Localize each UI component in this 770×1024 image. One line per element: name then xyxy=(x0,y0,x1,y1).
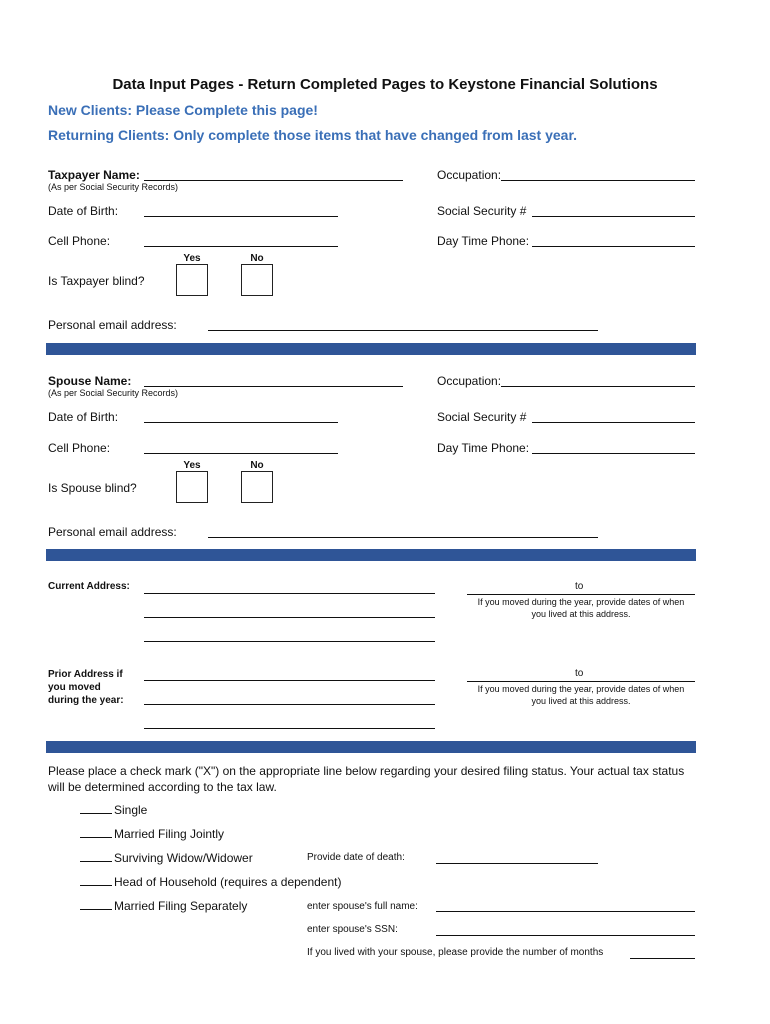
taxpayer-yes-label: Yes xyxy=(183,253,201,264)
spouse-full-name-field[interactable] xyxy=(436,911,695,912)
spouse-name-label: Spouse Name: xyxy=(48,374,132,388)
taxpayer-ssn-field[interactable] xyxy=(532,216,695,217)
filing-option-hoh[interactable] xyxy=(80,875,341,889)
taxpayer-ssn-label: Social Security # xyxy=(437,204,527,218)
spouse-name-field[interactable] xyxy=(144,386,403,387)
check-line[interactable] xyxy=(80,803,112,814)
taxpayer-dob-field[interactable] xyxy=(144,216,338,217)
moved-note-line: If you moved during the year, provide dates of when xyxy=(477,597,685,607)
spouse-dob-field[interactable] xyxy=(144,422,338,423)
moved-note-line: If you moved during the year, provide dates of when xyxy=(477,684,685,694)
prior-moved-note xyxy=(465,683,697,707)
taxpayer-daytime-field[interactable] xyxy=(532,246,695,247)
current-dates-field[interactable] xyxy=(467,594,695,595)
spouse-email-label: Personal email address: xyxy=(48,525,177,539)
spouse-cell-label: Cell Phone: xyxy=(48,441,111,455)
prior-address-label-line: during the year: xyxy=(48,695,124,706)
prior-dates-field[interactable] xyxy=(467,681,695,682)
taxpayer-no-label: No xyxy=(250,253,264,264)
spouse-blind-label: Is Spouse blind? xyxy=(48,481,137,495)
spouse-full-name-label: enter spouse's full name: xyxy=(307,901,418,912)
section-divider xyxy=(46,741,696,753)
current-address-line-3[interactable] xyxy=(144,641,435,642)
filing-option-label: Head of Household (requires a dependent) xyxy=(114,875,342,889)
taxpayer-blind-no-checkbox[interactable] xyxy=(241,264,273,296)
filing-option-label: Married Filing Jointly xyxy=(114,827,225,841)
spouse-daytime-label: Day Time Phone: xyxy=(437,441,530,455)
moved-note-line: you lived at this address. xyxy=(531,609,631,619)
page-title: Data Input Pages - Return Completed Pages to Keystone Financial Solutions xyxy=(112,76,658,93)
spouse-ssn-entry-field[interactable] xyxy=(436,935,695,936)
taxpayer-cell-field[interactable] xyxy=(144,246,338,247)
current-address-line-2[interactable] xyxy=(144,617,435,618)
spouse-yes-label: Yes xyxy=(183,460,201,471)
spouse-blind-yes-checkbox[interactable] xyxy=(176,471,208,503)
spouse-occupation-label: Occupation: xyxy=(437,374,502,388)
months-together-label: If you lived with your spouse, please provide the number of months xyxy=(307,947,604,958)
taxpayer-occupation-label: Occupation: xyxy=(437,168,502,182)
spouse-name-note: (As per Social Security Records) xyxy=(48,388,179,398)
filing-option-single[interactable] xyxy=(80,803,147,817)
section-divider xyxy=(46,549,696,561)
taxpayer-dob-label: Date of Birth: xyxy=(48,204,119,218)
prior-address-label-line: Prior Address if xyxy=(48,669,123,680)
prior-address-label-line: you moved xyxy=(48,682,101,693)
taxpayer-blind-yes-checkbox[interactable] xyxy=(176,264,208,296)
filing-option-label: Surviving Widow/Widower xyxy=(114,851,253,865)
current-address-label: Current Address: xyxy=(48,581,130,592)
spouse-email-field[interactable] xyxy=(208,537,598,538)
filing-instructions-line: Please place a check mark ("X") on the appropriate line below regarding your desired filing status. Your actual tax status xyxy=(48,764,685,778)
spouse-daytime-field[interactable] xyxy=(532,453,695,454)
check-line[interactable] xyxy=(80,851,112,862)
spouse-cell-field[interactable] xyxy=(144,453,338,454)
prior-address-label xyxy=(48,668,124,707)
spouse-occupation-field[interactable] xyxy=(501,386,695,387)
current-address-line-1[interactable] xyxy=(144,593,435,594)
current-moved-note xyxy=(465,596,697,620)
taxpayer-name-note: (As per Social Security Records) xyxy=(48,182,179,192)
spouse-ssn-field[interactable] xyxy=(532,422,695,423)
prior-address-line-3[interactable] xyxy=(144,728,435,729)
check-line[interactable] xyxy=(80,875,112,886)
check-line[interactable] xyxy=(80,827,112,838)
spouse-no-label: No xyxy=(250,460,264,471)
filing-option-label: Single xyxy=(114,803,148,817)
moved-note-line: you lived at this address. xyxy=(531,696,631,706)
taxpayer-cell-label: Cell Phone: xyxy=(48,234,111,248)
filing-option-mfj[interactable] xyxy=(80,827,224,841)
taxpayer-daytime-label: Day Time Phone: xyxy=(437,234,530,248)
filing-option-widow[interactable] xyxy=(80,851,253,865)
filing-option-label: Married Filing Separately xyxy=(114,899,248,913)
death-date-label: Provide date of death: xyxy=(307,852,405,863)
taxpayer-occupation-field[interactable] xyxy=(501,180,695,181)
prior-address-line-2[interactable] xyxy=(144,704,435,705)
section-divider xyxy=(46,343,696,355)
spouse-ssn-entry-label: enter spouse's SSN: xyxy=(307,924,398,935)
returning-clients-note: Returning Clients: Only complete those items that have changed from last year. xyxy=(48,127,578,143)
taxpayer-name-label: Taxpayer Name: xyxy=(48,168,140,182)
taxpayer-email-field[interactable] xyxy=(208,330,598,331)
taxpayer-email-label: Personal email address: xyxy=(48,318,177,332)
spouse-blind-no-checkbox[interactable] xyxy=(241,471,273,503)
filing-instructions xyxy=(48,763,698,795)
filing-option-mfs[interactable] xyxy=(80,899,247,913)
taxpayer-name-field[interactable] xyxy=(144,180,403,181)
spouse-ssn-label: Social Security # xyxy=(437,410,527,424)
spouse-dob-label: Date of Birth: xyxy=(48,410,119,424)
death-date-field[interactable] xyxy=(436,863,598,864)
new-clients-note: New Clients: Please Complete this page! xyxy=(48,102,318,118)
months-together-field[interactable] xyxy=(630,958,695,959)
prior-address-line-1[interactable] xyxy=(144,680,435,681)
taxpayer-blind-label: Is Taxpayer blind? xyxy=(48,274,145,288)
current-to-label: to xyxy=(575,581,584,592)
prior-to-label: to xyxy=(575,668,584,679)
filing-instructions-line: will be determined according to the tax law. xyxy=(48,780,277,794)
check-line[interactable] xyxy=(80,899,112,910)
